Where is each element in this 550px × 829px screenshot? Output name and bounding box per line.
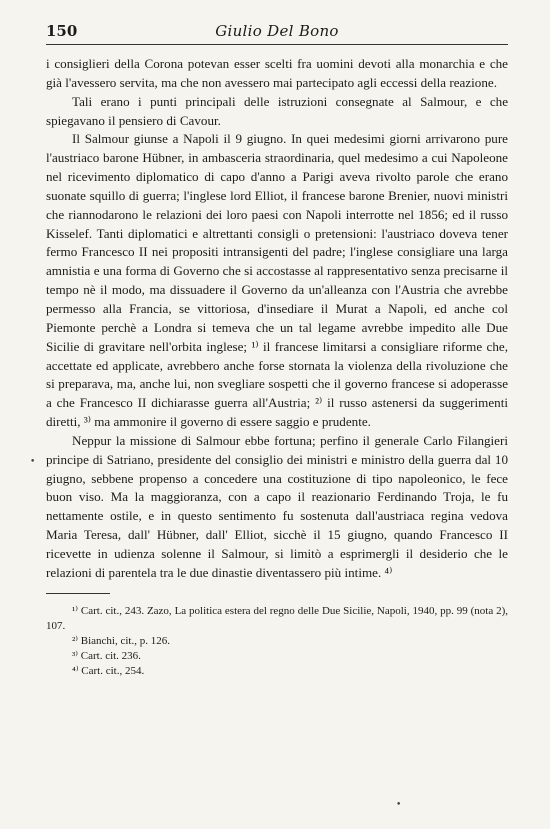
footnotes: [46, 604, 508, 679]
paragraph: i consiglieri della Corona potevan esser scelti fra uomini devoti alla monarchia e che già l'avessero servita, ma che non avessero mai partecipato agli eccessi della reazione.: [46, 56, 508, 90]
page-header: [46, 22, 508, 45]
paragraph: Tali erano i punti principali delle istruzioni consegnate al Salmour, e che spiegavano il pensiero di Cavour.: [46, 93, 508, 128]
footnote: ³⁾ Cart. cit. 236.: [72, 649, 141, 662]
footnote: ¹⁾ Cart. cit., 243. Zazo, La politica estera del regno delle Due Sicilie, Napoli, 1940, pp. 99 (nota 2), 107.: [46, 604, 508, 632]
page-number: 150: [46, 22, 78, 40]
body-text: [46, 55, 508, 583]
bottom-mark: •: [396, 800, 402, 810]
paragraph: Il Salmour giunse a Napoli il 9 giugno. In quei medesimi giorni arrivarono pure l'austriaco barone Hübner, in ambasceria straordinaria, quel medesimo a cui Napoleone nel ricevimento diplomatico di capo d'anno a Parigi aveva rivolto parole che erano suonate squillo di guerra; l'inglese lord Elliot, il francese barone Brenier, nuovi ministri che riannodarono le relazioni dei loro paesi con Napoli interrotte nel 1856; ed il russo Kisselef. Tanti diplomatici e altrettanti consigli o pretensioni: l'austriaco doveva tener fermo Francesco II nei propositi intransigenti del padre; l'inglese consigliare una larga amnistia e una forma di Governo che si accostasse al rappresentativo senza precisarne il tempo nè il modo, ma dissuadere il Governo da un'alleanza con l'Austria che avrebbe permesso alla Francia, se vittoriosa, d'insediare il Murat a Napoli, ed anche col Piemonte perchè a Londra si temeva che un tal legame avrebbe impedito alle Due Sicilie di gravitare nell'orbita inglese; ¹⁾ il francese limitarsi a consigliare riforme che, accettate ed applicate, avrebbero anche forse stornata la violenza della rivoluzione che si preparava, ma, anche lui, non svegliare sospetti che il governo francese si adoperasse a che Francesco II dichiarasse guerra all'Austria; ²⁾ il russo astenersi da suggerimenti diretti, ³⁾ ma ammonire il governo di essere saggio e prudente.: [46, 131, 508, 430]
footnote-divider: [46, 593, 110, 594]
running-head: Giulio Del Bono: [215, 22, 339, 40]
margin-mark: •: [30, 457, 36, 467]
footnote: ²⁾ Bianchi, cit., p. 126.: [72, 634, 170, 647]
footnote: ⁴⁾ Cart. cit., 254.: [72, 664, 145, 677]
paragraph: Neppur la missione di Salmour ebbe fortuna; perfino il generale Carlo Filangieri principe di Satriano, presidente del consiglio dei ministri e ministro della guerra dal 10 giugno, sebbene propenso a concedere una costituzione di tipo napoleonico, le fece buon viso. Ma la maggioranza, con a capo il reazionario Ferdinando Troja, le fu nettamente ostile, e in questo sentimento fu sostenuta dall'austriaca regina vedova Maria Teresa, dall' Hübner, dall' Elliot, sicchè il 15 giugno, quando Francesco II ricevette in udienza solenne il Salmour, si limitò a esprimergli il desiderio che le relazioni di parentela tra le due dinastie diventassero più intime. ⁴⁾: [46, 432, 508, 580]
